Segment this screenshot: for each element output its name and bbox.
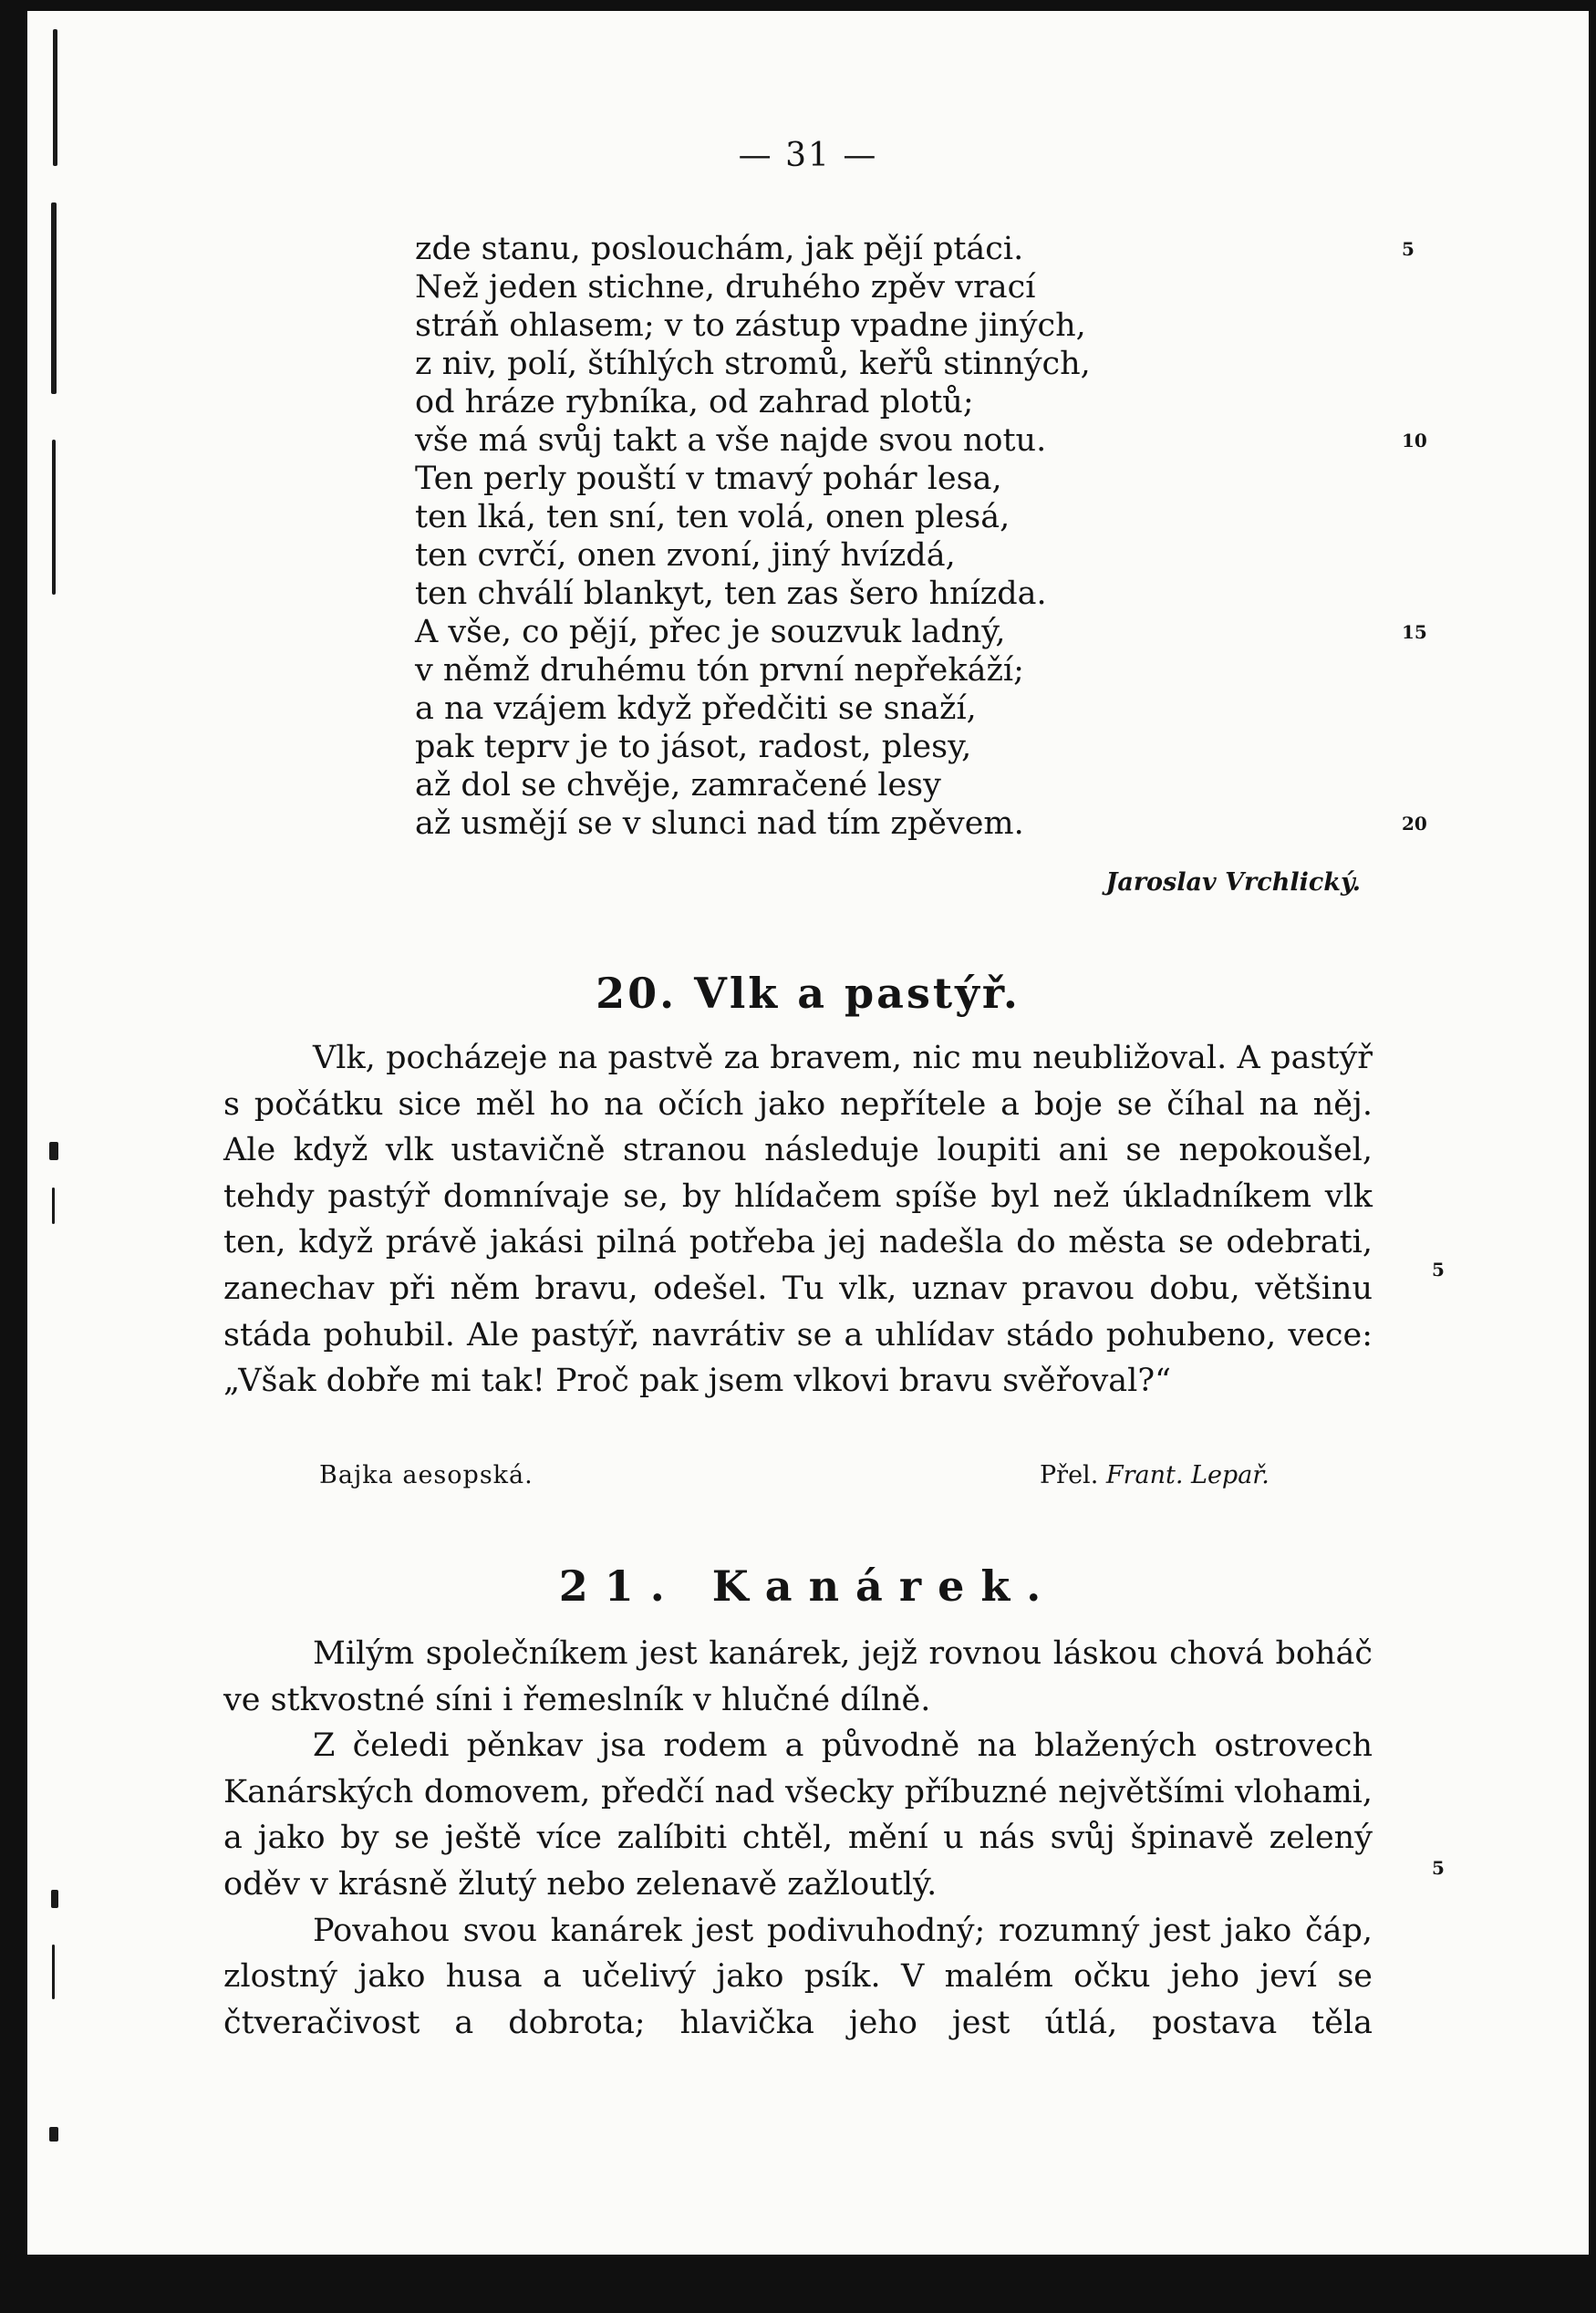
line-number: 10 [1402, 430, 1427, 451]
poem-line: vše má svůj takt a vše najde svou notu. 10 [415, 422, 1427, 459]
poem-line: ten lká, ten sní, ten volá, onen plesá, [415, 499, 1010, 535]
line-number: 5 [1432, 1259, 1445, 1281]
line-number: 15 [1402, 621, 1427, 643]
page-edge-marks [47, 11, 60, 2255]
fable-source: Bajka aesopská. [319, 1461, 534, 1489]
line-number: 5 [1432, 1857, 1445, 1879]
poem-line: až dol se chvěje, zamračené lesy [415, 767, 941, 804]
poem-line: pak teprv je to jásot, radost, plesy, [415, 729, 972, 765]
poem-line: z niv, polí, štíhlých stromů, keřů stinných, [415, 346, 1091, 382]
poem-line: Ten perly pouští v tmavý pohár lesa, [415, 461, 1002, 497]
poem-line: a na vzájem když předčiti se snaží, [415, 690, 977, 727]
poem-line: až usmějí se v slunci nad tím zpěvem. 20 [415, 805, 1427, 842]
fable-heading: 20. Vlk a pastýř. [596, 969, 1021, 1018]
poem [415, 230, 1464, 843]
poem-line: od hráze rybníka, od zahrad plotů; [415, 384, 974, 420]
poem-line: ten chválí blankyt, ten zas šero hnízda. [415, 576, 1047, 612]
canary-paragraph: Povahou svou kanárek jest podivuhodný; rozumný jest jako čáp, zlostný jako husa a učelivý jako psík. V malém očku jeho jeví se čtveračivost a dobrota; hlavička jeho jest útlá, postava těla [223, 1912, 1373, 2041]
fable-text [223, 1035, 1445, 1405]
fable-translator: Přel. Frant. Lepař. [1040, 1461, 1270, 1489]
page-number: — 31 — [738, 137, 878, 174]
canary-paragraph: Milým společníkem jest kanárek, jejž rovnou láskou chová boháč ve stkvostné síni i řemeslník v hlučné dílně. [223, 1635, 1373, 1718]
line-number: 5 [1402, 238, 1415, 260]
line-number: 20 [1402, 813, 1427, 835]
fable-paragraph: Vlk, pocházeje na pastvě za bravem, nic mu neubližoval. A pastýř s počátku sice měl ho na očích jako nepřítele a boje se číhal na něj. Ale když vlk ustavičně stranou následuje loupiti ani se nepokoušel, tehdy pastýř domnívaje se, by hlídačem spíše byl než úkladníkem vlk ten, když právě jakási pilná potřeba jej nadešla do města se odebrati, zanechav při něm bravu, odešel. Tu vlk, uznav pravou dobu, většinu stáda pohubil. Ale pastýř, navrátiv se a uhlídav stádo pohubeno, vece: „Však dobře mi tak! Proč pak jsem vlkovi bravu svěřoval?“ [223, 1040, 1373, 1400]
poem-line: stráň ohlasem; v to zástup vpadne jiných, [415, 307, 1086, 344]
poem-author: Jaroslav Vrchlický. [1105, 868, 1361, 897]
poem-line: Než jeden stichne, druhého zpěv vrací [415, 269, 1036, 306]
canary-text [223, 1631, 1445, 2046]
poem-line: A vše, co pějí, přec je souzvuk ladný, 15 [415, 614, 1427, 650]
canary-paragraph: Z čeledi pěnkav jsa rodem a původně na blažených ostrovech Kanárských domovem, předčí nad všecky příbuzné největšími vlohami, a jako by se ještě více zalíbiti chtěl, mění u nás svůj špinavě zelený oděv v krásně žlutý nebo zelenavě zažloutlý. [223, 1727, 1373, 1903]
poem-line: ten cvrčí, onen zvoní, jiný hvízdá, [415, 537, 956, 574]
poem-line: v němž druhému tón první nepřekáží; [415, 652, 1024, 689]
canary-heading: 21. Kanárek. [558, 1561, 1058, 1611]
book-page [27, 11, 1589, 2255]
poem-line: zde stanu, poslouchám, jak pějí ptáci. 5 [415, 231, 1415, 267]
